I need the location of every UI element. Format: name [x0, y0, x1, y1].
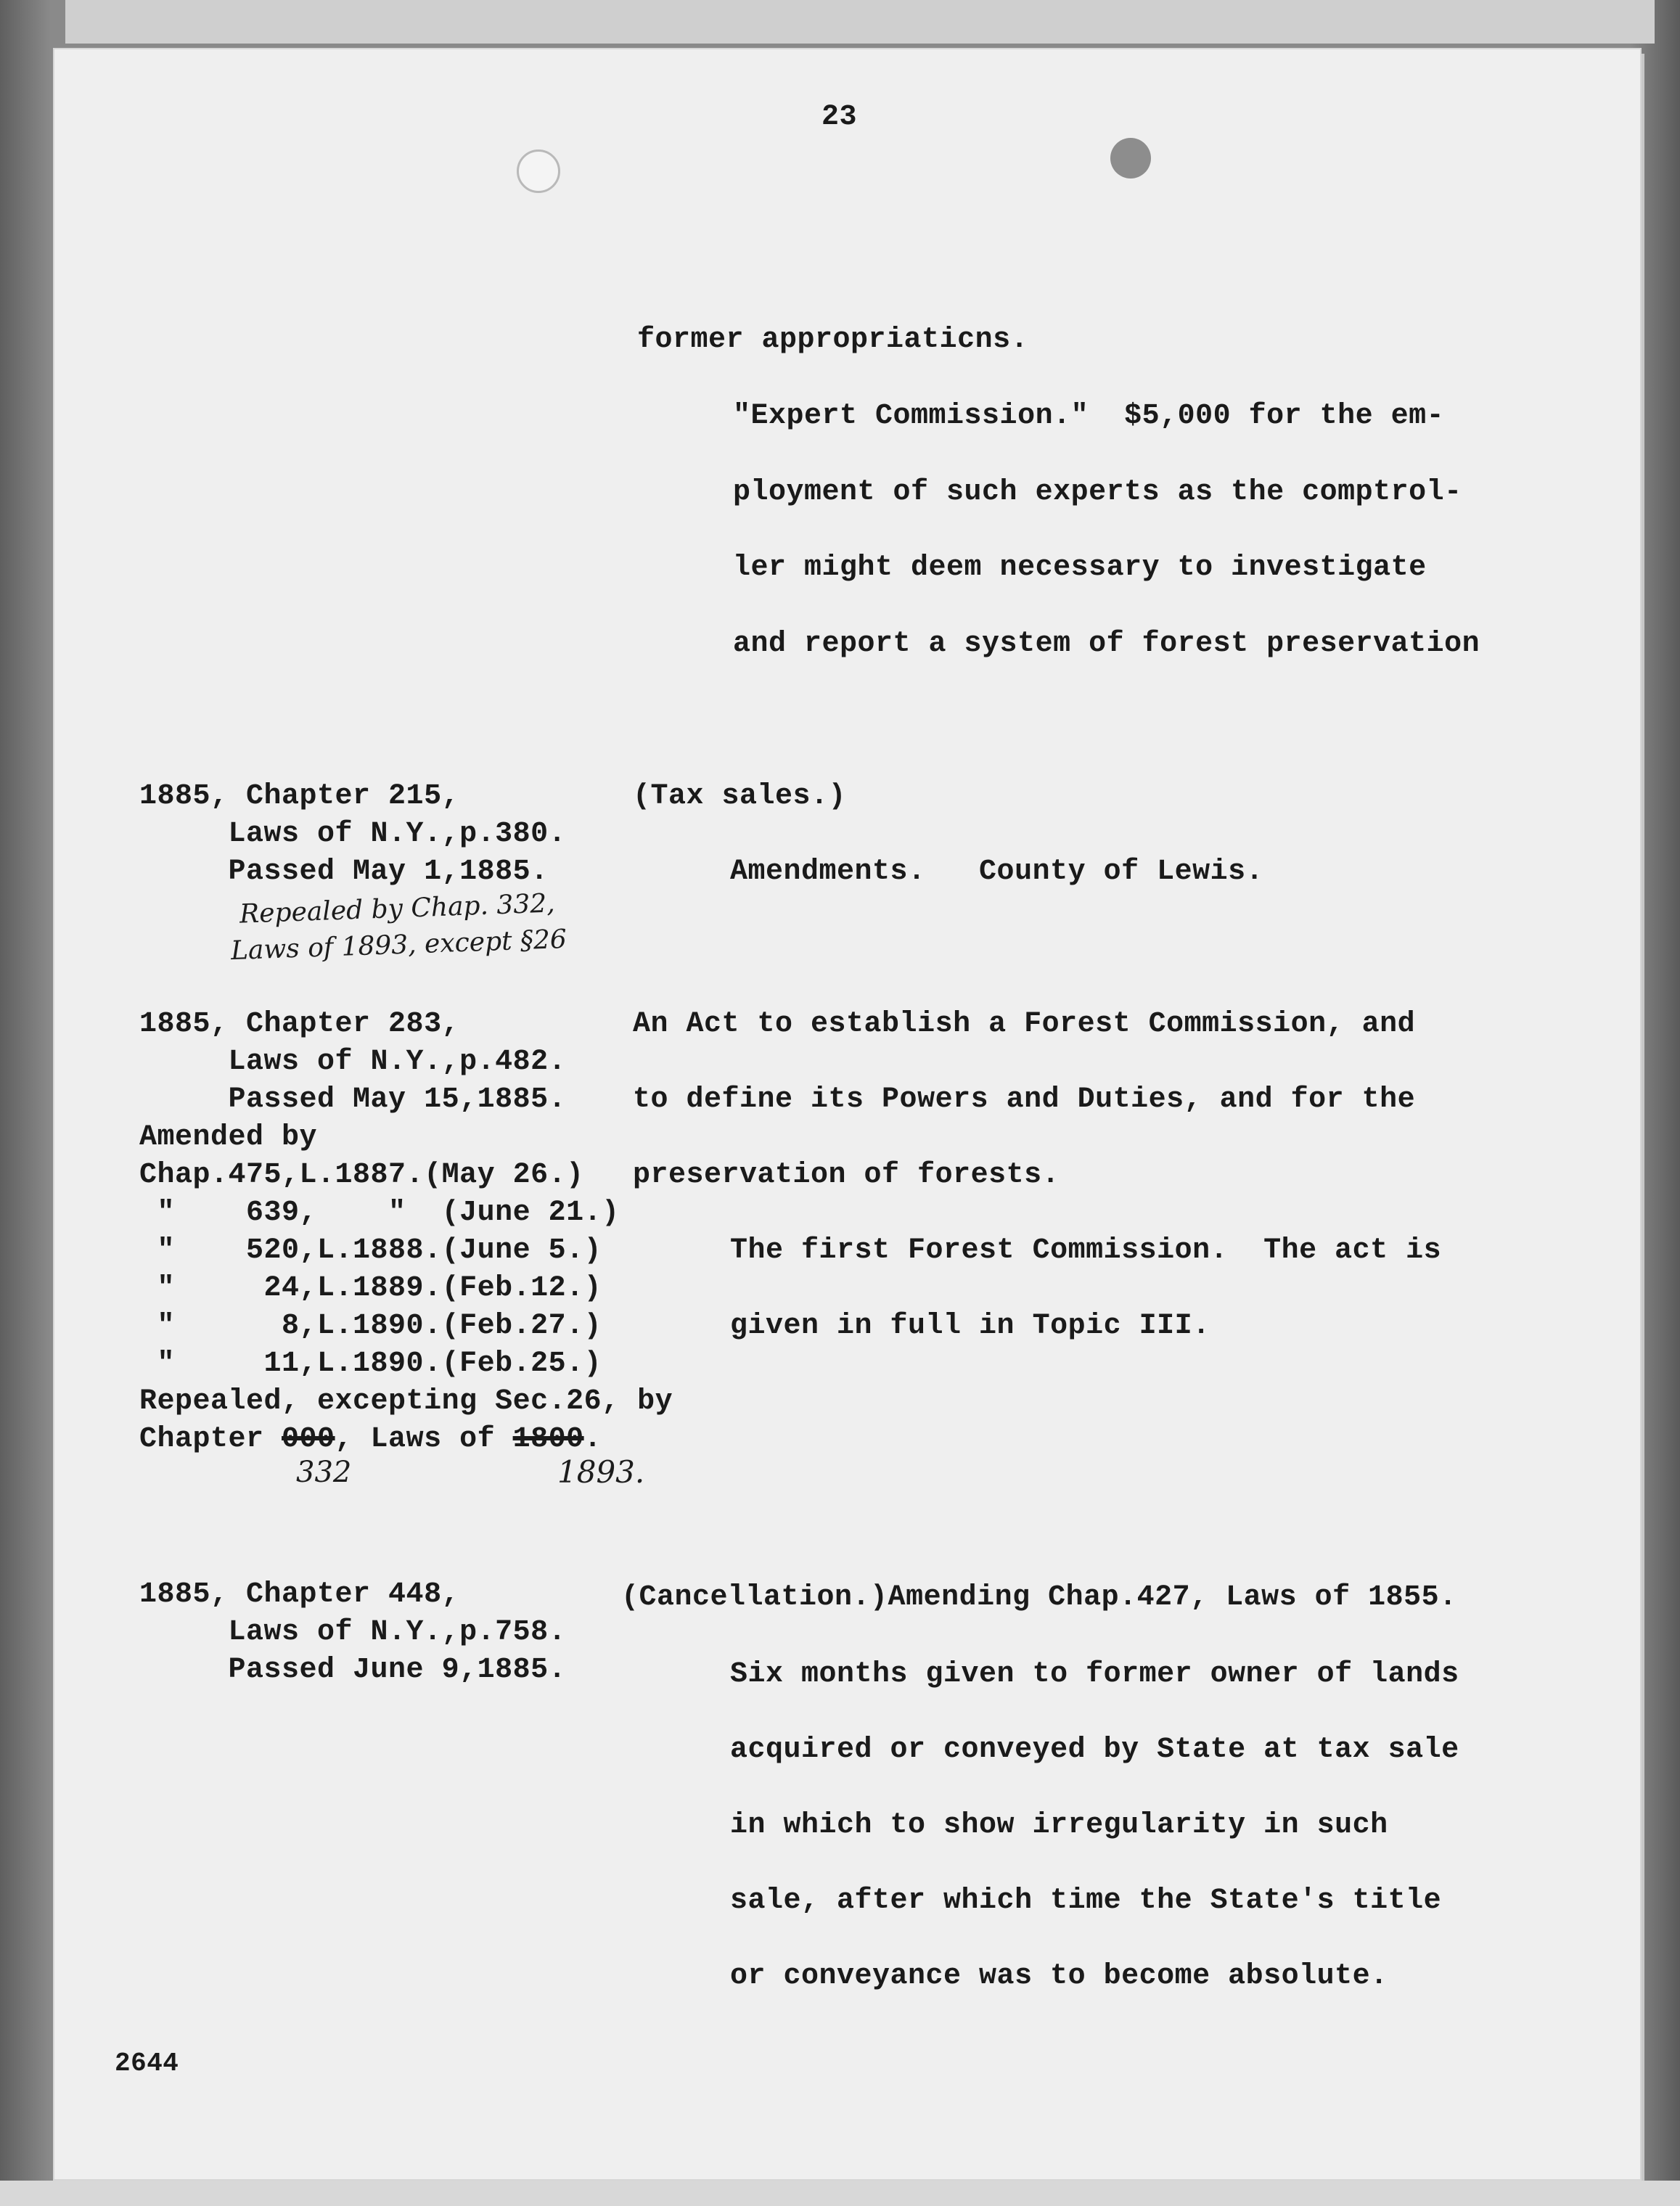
entry2-left-line: " 11,L.1890.(Feb.25.)	[139, 1348, 602, 1380]
handwritten-chapter: 332	[296, 1456, 352, 1489]
entry2-left-line: Passed May 15,1885.	[139, 1083, 567, 1116]
handwritten-year: 1893.	[557, 1454, 645, 1490]
entry3-left-line: Laws of N.Y.,p.758.	[139, 1616, 567, 1649]
entry3-left-line: 1885, Chapter 448,	[139, 1578, 460, 1611]
entry2-left-line: Repealed, excepting Sec.26, by	[139, 1385, 673, 1418]
handwritten-note: Repealed by Chap. 332,	[239, 888, 556, 930]
chapter-prefix: Chapter	[139, 1423, 282, 1456]
entry2-title-line: to define its Powers and Duties, and for the	[633, 1083, 1416, 1116]
underlying-sheet-edge	[65, 0, 1655, 44]
entry3-desc-line: in which to show irregularity in such	[730, 1809, 1388, 1842]
entry2-left-line: " 520,L.1888.(June 5.)	[139, 1234, 602, 1267]
entry2-left-line: Chap.475,L.1887.(May 26.)	[139, 1159, 584, 1192]
entry3-desc-line: or conveyance was to become absolute.	[730, 1960, 1388, 1993]
punch-hole-filled	[1110, 138, 1151, 179]
entry1-left-line: Passed May 1,1885.	[139, 856, 549, 888]
entry2-desc-line: given in full in Topic III.	[730, 1310, 1210, 1342]
entry2-left-line: Laws of N.Y.,p.482.	[139, 1046, 567, 1078]
expert-line: ployment of such experts as the comptrol-	[733, 476, 1462, 509]
intro-line: former appropriaticns.	[637, 324, 1029, 356]
entry3-heading: (Cancellation.)Amending Chap.427, Laws of 1855.	[621, 1581, 1457, 1614]
entry3-desc-line: Six months given to former owner of lands	[730, 1658, 1459, 1691]
entry3-left-line: Passed June 9,1885.	[139, 1654, 567, 1686]
entry2-title-line: An Act to establish a Forest Commission, and	[633, 1008, 1416, 1041]
chapter-mid: , Laws of	[335, 1423, 513, 1456]
footer-code: 2644	[115, 2049, 179, 2078]
expert-line: "Expert Commission." $5,000 for the em-	[733, 400, 1445, 432]
expert-line: ler might deem necessary to investigate	[733, 552, 1427, 584]
entry2-left-line: " 639, " (June 21.)	[139, 1197, 620, 1229]
entry1-left-line: 1885, Chapter 215,	[139, 780, 460, 813]
handwritten-note: Laws of 1893, except §26	[230, 924, 567, 967]
entry2-left-line: " 8,L.1890.(Feb.27.)	[139, 1310, 602, 1342]
punch-hole-empty	[517, 149, 560, 193]
page-number: 23	[821, 101, 858, 134]
entry3-desc-line: acquired or conveyed by State at tax sale	[730, 1734, 1459, 1766]
entry3-desc-line: sale, after which time the State's title	[730, 1885, 1442, 1917]
entry2-desc-line: The first Forest Commission. The act is	[730, 1234, 1442, 1267]
entry2-title-line: preservation of forests.	[633, 1159, 1060, 1192]
entry2-chapter-line	[139, 1421, 602, 1459]
struck-chapter: 000	[282, 1423, 335, 1456]
entry1-left-line: Laws of N.Y.,p.380.	[139, 818, 567, 850]
chapter-suffix: .	[583, 1423, 602, 1456]
entry2-left-line: 1885, Chapter 283,	[139, 1008, 460, 1041]
struck-year: 1800	[512, 1423, 584, 1456]
entry1-topic: (Tax sales.)	[633, 780, 847, 813]
entry2-left-line: " 24,L.1889.(Feb.12.)	[139, 1272, 602, 1305]
scan-bottom-edge	[0, 2181, 1680, 2206]
entry2-left-line: Amended by	[139, 1121, 318, 1154]
entry1-description: Amendments. County of Lewis.	[730, 856, 1264, 888]
expert-line: and report a system of forest preservation	[733, 628, 1480, 660]
